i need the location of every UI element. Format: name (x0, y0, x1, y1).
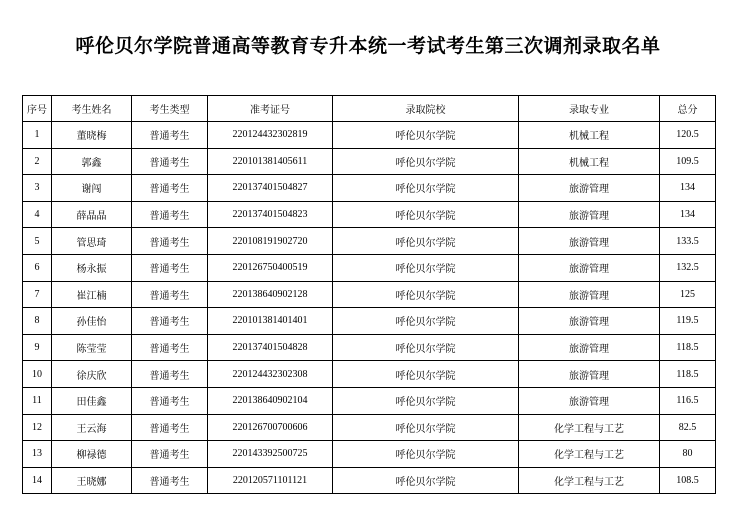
cell-name: 孙佳怡 (52, 308, 132, 335)
cell-school: 呼伦贝尔学院 (333, 254, 519, 281)
cell-exam-id: 220143392500725 (208, 441, 333, 468)
cell-school: 呼伦贝尔学院 (333, 361, 519, 388)
table-row (23, 361, 716, 388)
cell-exam-id: 220126750400519 (208, 254, 333, 281)
cell-type: 普通考生 (132, 414, 208, 441)
cell-exam-id: 220101381401401 (208, 308, 333, 335)
cell-type: 普通考生 (132, 175, 208, 202)
cell-name: 徐庆欣 (52, 361, 132, 388)
table-row (23, 122, 716, 149)
table-row (23, 387, 716, 414)
cell-name: 杨永振 (52, 254, 132, 281)
table-row (23, 308, 716, 335)
cell-index: 7 (23, 281, 52, 308)
cell-type: 普通考生 (132, 308, 208, 335)
cell-name: 王晓娜 (52, 467, 132, 494)
cell-exam-id: 220120571101121 (208, 467, 333, 494)
cell-major: 旅游管理 (519, 334, 660, 361)
header-major: 录取专业 (519, 96, 660, 122)
cell-major: 旅游管理 (519, 387, 660, 414)
cell-type: 普通考生 (132, 441, 208, 468)
table-row (23, 254, 716, 281)
cell-score: 109.5 (660, 148, 716, 175)
cell-major: 化学工程与工艺 (519, 467, 660, 494)
cell-index: 4 (23, 201, 52, 228)
cell-index: 6 (23, 254, 52, 281)
cell-name: 薛晶晶 (52, 201, 132, 228)
cell-exam-id: 220138640902128 (208, 281, 333, 308)
cell-school: 呼伦贝尔学院 (333, 467, 519, 494)
cell-name: 管思琦 (52, 228, 132, 255)
cell-type: 普通考生 (132, 122, 208, 149)
cell-major: 化学工程与工艺 (519, 441, 660, 468)
header-index: 序号 (23, 96, 52, 122)
cell-major: 机械工程 (519, 122, 660, 149)
cell-type: 普通考生 (132, 228, 208, 255)
cell-index: 11 (23, 387, 52, 414)
cell-major: 旅游管理 (519, 281, 660, 308)
table-header-row (23, 96, 716, 122)
cell-score: 132.5 (660, 254, 716, 281)
cell-exam-id: 220137401504823 (208, 201, 333, 228)
cell-major: 化学工程与工艺 (519, 414, 660, 441)
header-type: 考生类型 (132, 96, 208, 122)
cell-school: 呼伦贝尔学院 (333, 122, 519, 149)
cell-name: 王云海 (52, 414, 132, 441)
table-row (23, 414, 716, 441)
cell-score: 133.5 (660, 228, 716, 255)
table-row (23, 175, 716, 202)
cell-name: 董晓梅 (52, 122, 132, 149)
cell-major: 旅游管理 (519, 175, 660, 202)
cell-name: 郭鑫 (52, 148, 132, 175)
cell-major: 旅游管理 (519, 308, 660, 335)
cell-score: 80 (660, 441, 716, 468)
cell-type: 普通考生 (132, 148, 208, 175)
cell-exam-id: 220101381405611 (208, 148, 333, 175)
cell-index: 1 (23, 122, 52, 149)
cell-score: 119.5 (660, 308, 716, 335)
cell-school: 呼伦贝尔学院 (333, 228, 519, 255)
cell-index: 8 (23, 308, 52, 335)
cell-score: 118.5 (660, 361, 716, 388)
cell-index: 2 (23, 148, 52, 175)
cell-school: 呼伦贝尔学院 (333, 387, 519, 414)
cell-type: 普通考生 (132, 361, 208, 388)
table-row (23, 281, 716, 308)
admission-table (22, 95, 716, 494)
cell-index: 5 (23, 228, 52, 255)
cell-exam-id: 220126700700606 (208, 414, 333, 441)
header-exam-id: 准考证号 (208, 96, 333, 122)
cell-exam-id: 220137401504827 (208, 175, 333, 202)
cell-major: 旅游管理 (519, 361, 660, 388)
cell-school: 呼伦贝尔学院 (333, 334, 519, 361)
table-row (23, 334, 716, 361)
table-row (23, 441, 716, 468)
cell-score: 108.5 (660, 467, 716, 494)
cell-school: 呼伦贝尔学院 (333, 414, 519, 441)
header-school: 录取院校 (333, 96, 519, 122)
cell-school: 呼伦贝尔学院 (333, 148, 519, 175)
cell-score: 120.5 (660, 122, 716, 149)
cell-score: 82.5 (660, 414, 716, 441)
header-name: 考生姓名 (52, 96, 132, 122)
cell-index: 12 (23, 414, 52, 441)
cell-exam-id: 220124432302819 (208, 122, 333, 149)
cell-type: 普通考生 (132, 201, 208, 228)
cell-exam-id: 220108191902720 (208, 228, 333, 255)
cell-name: 柳禄德 (52, 441, 132, 468)
cell-major: 旅游管理 (519, 201, 660, 228)
table-row (23, 201, 716, 228)
cell-name: 陈莹莹 (52, 334, 132, 361)
cell-type: 普通考生 (132, 254, 208, 281)
table-row (23, 228, 716, 255)
cell-index: 10 (23, 361, 52, 388)
cell-major: 旅游管理 (519, 254, 660, 281)
cell-index: 13 (23, 441, 52, 468)
cell-exam-id: 220138640902104 (208, 387, 333, 414)
cell-exam-id: 220137401504828 (208, 334, 333, 361)
cell-school: 呼伦贝尔学院 (333, 281, 519, 308)
cell-index: 14 (23, 467, 52, 494)
cell-name: 崔江楠 (52, 281, 132, 308)
cell-score: 116.5 (660, 387, 716, 414)
page-title: 呼伦贝尔学院普通高等教育专升本统一考试考生第三次调剂录取名单 (75, 35, 661, 57)
cell-type: 普通考生 (132, 281, 208, 308)
cell-type: 普通考生 (132, 467, 208, 494)
cell-major: 机械工程 (519, 148, 660, 175)
cell-score: 125 (660, 281, 716, 308)
cell-type: 普通考生 (132, 387, 208, 414)
cell-school: 呼伦贝尔学院 (333, 308, 519, 335)
cell-major: 旅游管理 (519, 228, 660, 255)
cell-school: 呼伦贝尔学院 (333, 175, 519, 202)
cell-exam-id: 220124432302308 (208, 361, 333, 388)
cell-score: 118.5 (660, 334, 716, 361)
cell-index: 3 (23, 175, 52, 202)
cell-score: 134 (660, 175, 716, 202)
table-row (23, 467, 716, 494)
cell-name: 谢闯 (52, 175, 132, 202)
cell-index: 9 (23, 334, 52, 361)
cell-score: 134 (660, 201, 716, 228)
cell-name: 田佳鑫 (52, 387, 132, 414)
cell-type: 普通考生 (132, 334, 208, 361)
cell-school: 呼伦贝尔学院 (333, 201, 519, 228)
header-score: 总分 (660, 96, 716, 122)
table-row (23, 148, 716, 175)
cell-school: 呼伦贝尔学院 (333, 441, 519, 468)
